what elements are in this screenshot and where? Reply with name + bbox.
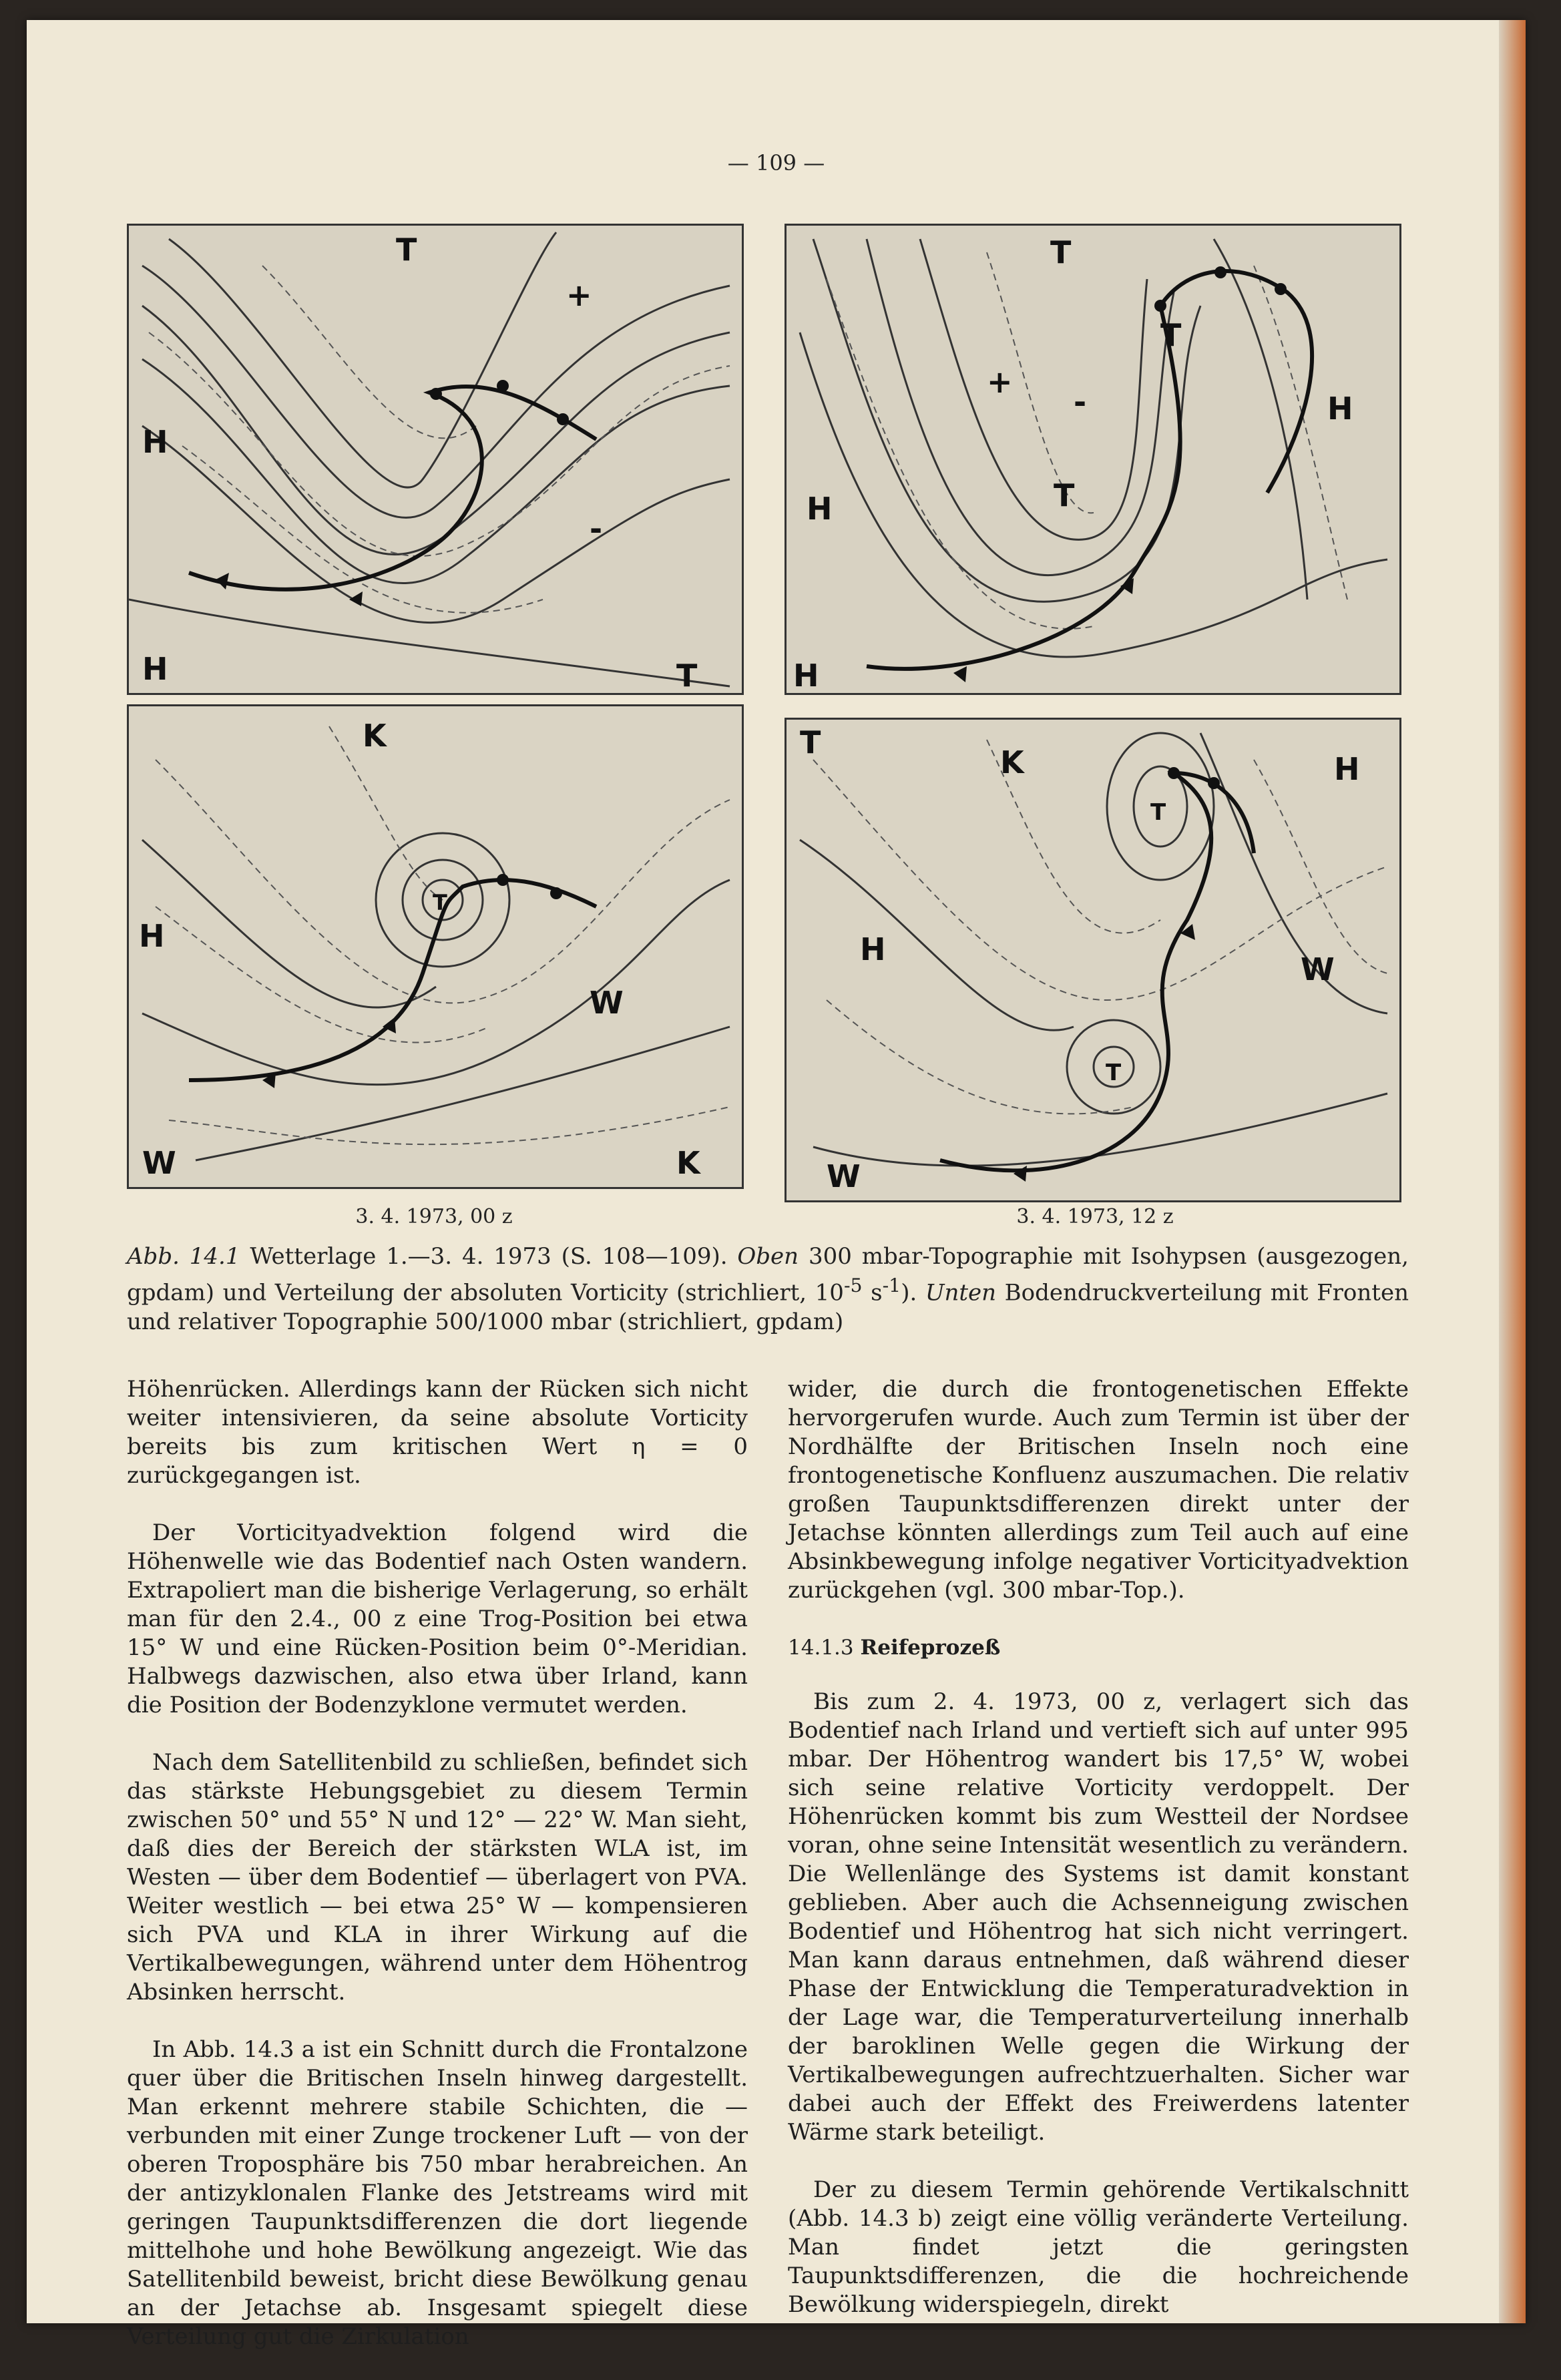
paragraph: Nach dem Satellitenbild zu schließen, befindet sich das stärkste Hebungsgebiet zu diesem Termin zwischen 50° und 55° N und 12° — 22° W. Man sieht, daß dies der Bereich der stärksten WLA ist, im Westen — über dem Bodentief — überlagert von PVA. Weiter westlich — bei etwa 25° W — kompensieren sich PVA und KLA in ihrer Wirkung auf die Vertikalbewegungen, während unter dem Höhentrog Absinken herrscht.	[127, 1749, 748, 2005]
map-label: T	[800, 724, 821, 760]
map-300mbar-00z	[127, 224, 744, 695]
map-label: T	[1150, 799, 1166, 826]
map-label: K	[676, 1145, 700, 1181]
map-label: K	[363, 718, 387, 754]
map-label: +	[987, 364, 1013, 400]
book-page	[27, 20, 1526, 2350]
map-label: H	[1334, 751, 1360, 787]
paragraph: Bis zum 2. 4. 1973, 00 z, verlagert sich das Bodentief nach Irland und vertieft sich auf unter 995 mbar. Der Höhentrog wandert bis 17,5° W, wobei sich seine relative Vorticity verdoppelt. Der Höhenrücken kommt bis zum Westteil der Nordsee voran, ohne seine Intensität wesentlich zu verändern. Die Wellenlänge des Systems ist damit konstant geblieben. Aber auch die Achsenneigung zwischen Bodentief und Höhentrog hat sich nicht verringert. Man kann daraus entnehmen, daß während dieser Phase der Entwicklung die Temperaturadvektion in der Lage war, die Temperaturverteilung innerhalb der baroklinen Welle gegen die Wirkung der Vertikalbewegungen aufrechtzuerhalten. Sicher war dabei auch der Effekt des Freiwerdens latenter Wärme stark beteiligt.	[788, 1688, 1409, 2146]
paragraph: wider, die durch die frontogenetischen Effekte hervorgerufen wurde. Auch zum Termin ist über der Nordhälfte der Britischen Inseln noch eine frontogenetische Konfluenz auszumachen. Die relativ großen Taupunktsdifferenzen direkt unter der Jetachse könnten allerdings zum Teil auch auf eine Absinkbewegung infolge negativer Vorticityadvektion zurückgehen (vgl. 300 mbar-Top.).	[788, 1376, 1409, 1604]
map-date-left: 3. 4. 1973, 00 z	[355, 1205, 513, 1228]
paragraph: Der Vorticityadvektion folgend wird die Höhenwelle wie das Bodentief nach Osten wandern. Extrapoliert man die bisherige Verlagerung, so erhält man für den 2.4., 00 z eine Trog-Position bei etwa 15° W und eine Rücken-Position beim 0°-Meridian. Halbwegs dazwischen, also etwa über Irland, kann die Position der Bodenzyklone vermutet werden.	[127, 1519, 748, 1718]
right-column	[788, 1375, 1409, 2348]
caption-text: 300 mbar-Topographie mit Isohypsen (ausgezogen, gpdam) und Verteilung der absoluten Vorticity (strichliert, 10	[127, 1243, 1409, 1306]
section-title: Reifeprozeß	[860, 1636, 1001, 1660]
caption-text: Bodendruckverteilung mit Fronten und relativer Topographie 500/1000 mbar (strichliert, gpdam)	[127, 1279, 1409, 1336]
map-label: T	[1050, 234, 1072, 270]
map-label: T	[433, 890, 447, 915]
map-label: K	[1000, 744, 1024, 780]
map-label: H	[1327, 391, 1353, 427]
caption-text: s	[862, 1279, 883, 1306]
map-label: T	[396, 232, 417, 268]
caption-text: ).	[901, 1279, 925, 1306]
map-surface-00z	[127, 704, 744, 1189]
paragraph: Der zu diesem Termin gehörende Vertikalschnitt (Abb. 14.3 b) zeigt eine völlig veränderte Verteilung. Man findet jetzt die geringsten Taupunktsdifferenzen, die die hochreichende Bewölkung widerspiegeln, direkt	[788, 2176, 1409, 2318]
caption-sup: -1	[882, 1274, 901, 1296]
map-label: -	[1074, 384, 1087, 420]
map-label: H	[860, 931, 886, 967]
caption-text: Wetterlage 1.—3. 4. 1973 (S. 108—109).	[240, 1243, 738, 1270]
map-date-right: 3. 4. 1973, 12 z	[1016, 1205, 1174, 1228]
paragraph: Höhenrücken. Allerdings kann der Rücken sich nicht weiter intensivieren, da seine absolute Vorticity bereits bis zum kritischen Wert η = 0 zurückgegangen ist.	[127, 1376, 748, 1489]
map-label: T	[676, 658, 698, 693]
caption-sup: -5	[843, 1274, 863, 1296]
map-surface-12z	[785, 718, 1401, 1202]
map-label: H	[142, 424, 168, 460]
map-label: W	[1301, 951, 1335, 987]
page-number: — 109 —	[727, 150, 825, 176]
map-label: T	[1106, 1059, 1122, 1086]
page-edge	[1499, 20, 1526, 2323]
map-label: H	[793, 658, 819, 693]
caption-unten: Unten	[925, 1279, 997, 1306]
figure-caption	[127, 1242, 1409, 1337]
map-label: H	[807, 491, 833, 527]
map-label: T	[1054, 477, 1075, 513]
map-label: T	[1160, 317, 1182, 353]
map-label: +	[566, 277, 592, 313]
map-label: W	[142, 1145, 176, 1181]
left-column	[127, 1375, 748, 2380]
map-label: W	[827, 1158, 861, 1194]
section-number: 14.1.3	[788, 1636, 854, 1660]
map-label: H	[142, 651, 168, 687]
map-300mbar-12z	[785, 224, 1401, 695]
paragraph: In Abb. 14.3 a ist ein Schnitt durch die Frontalzone quer über die Britischen Inseln hinweg dargestellt. Man erkennt mehrere stabile Schichten, die — verbunden mit einer Zunge trockener Luft — von der oberen Troposphäre bis 750 mbar herabreichen. An der antizyklonalen Flanke des Jetstreams wird mit geringen Taupunktsdifferenzen die dort liegende mittelhohe und hohe Bewölkung angezeigt. Wie das Satellitenbild beweist, bricht diese Bewölkung genau an der Jetachse ab. Insgesamt spiegelt diese Verteilung gut die Zirkulation	[127, 2036, 748, 2350]
map-label: H	[139, 918, 165, 954]
section-heading	[788, 1634, 1409, 1662]
caption-oben: Oben	[737, 1243, 799, 1270]
map-label: -	[590, 511, 603, 547]
caption-abb: Abb. 14.1	[127, 1243, 240, 1270]
map-label: W	[590, 985, 624, 1021]
